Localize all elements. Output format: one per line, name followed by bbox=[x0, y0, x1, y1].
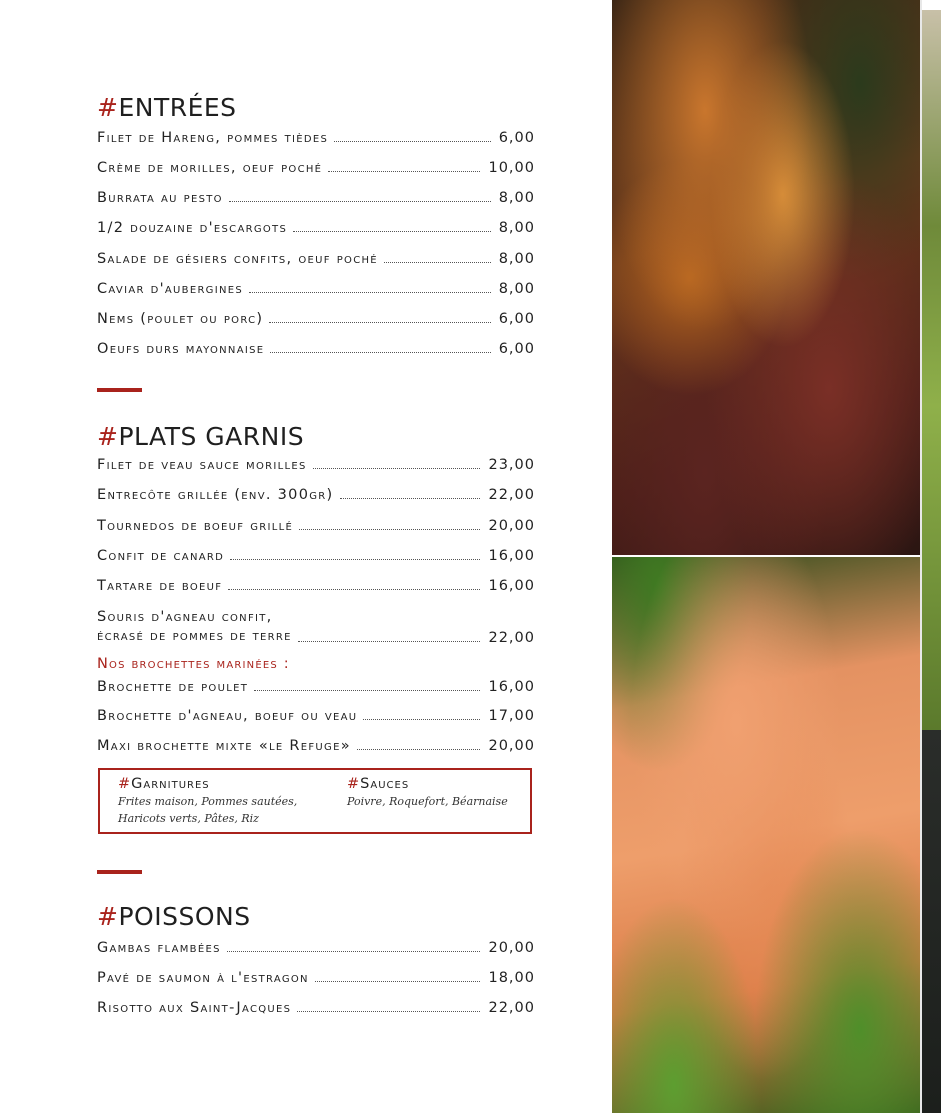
item-price: 23,00 bbox=[488, 457, 535, 473]
menu-item bbox=[97, 190, 535, 206]
dot-leader bbox=[315, 980, 481, 982]
dot-leader bbox=[249, 291, 491, 293]
item-name: Brochette de poulet bbox=[97, 679, 249, 695]
item-price: 8,00 bbox=[498, 190, 535, 206]
menu-item bbox=[97, 220, 535, 236]
hash-mark: # bbox=[97, 902, 119, 931]
menu-item bbox=[97, 487, 535, 503]
dot-leader bbox=[299, 528, 480, 530]
item-name: Nems (poulet ou porc) bbox=[97, 311, 264, 327]
menu-item bbox=[97, 311, 535, 327]
item-price: 17,00 bbox=[488, 708, 535, 724]
garnitures-line1: Frites maison, Pommes sautées, bbox=[118, 795, 298, 808]
garnitures-title-text: Garnitures bbox=[131, 776, 210, 792]
menu-item bbox=[97, 251, 535, 267]
item-price: 22,00 bbox=[488, 1000, 535, 1016]
menu-item bbox=[97, 970, 535, 986]
item-name: Confit de canard bbox=[97, 548, 225, 564]
item-name: Salade de gésiers confits, oeuf poché bbox=[97, 251, 378, 267]
menu-item bbox=[97, 130, 535, 146]
menu-item bbox=[97, 518, 535, 534]
menu-item bbox=[97, 738, 535, 754]
item-price: 22,00 bbox=[488, 630, 535, 646]
item-price: 20,00 bbox=[488, 518, 535, 534]
garnitures-line2: Haricots verts, Pâtes, Riz bbox=[118, 812, 259, 825]
item-name-line2: écrasé de pommes de terre bbox=[97, 628, 292, 644]
item-price: 20,00 bbox=[488, 738, 535, 754]
hash-mark: # bbox=[97, 93, 119, 122]
section-divider bbox=[97, 388, 142, 392]
item-name-line1: Souris d'agneau confit, bbox=[97, 609, 273, 625]
side-photo-top bbox=[922, 10, 941, 730]
section-title-text: PLATS GARNIS bbox=[118, 422, 305, 451]
sauces-column bbox=[347, 776, 508, 810]
item-name: Gambas flambées bbox=[97, 940, 221, 956]
steak-fries-photo bbox=[612, 0, 922, 555]
menu-item bbox=[97, 281, 535, 297]
dot-leader bbox=[340, 497, 481, 499]
section-title-plats bbox=[97, 422, 304, 451]
item-name: Caviar d'aubergines bbox=[97, 281, 244, 297]
item-price: 8,00 bbox=[498, 281, 535, 297]
dot-leader bbox=[229, 200, 491, 202]
item-name: Maxi brochette mixte «le Refuge» bbox=[97, 738, 351, 754]
menu-item bbox=[97, 457, 535, 473]
section-title-text: POISSONS bbox=[118, 902, 251, 931]
menu-item bbox=[97, 940, 535, 956]
item-name: 1/2 douzaine d'escargots bbox=[97, 220, 288, 236]
section-title-text: ENTRÉES bbox=[118, 93, 237, 122]
item-name: Pavé de saumon à l'estragon bbox=[97, 970, 309, 986]
menu-item bbox=[97, 341, 535, 357]
item-price: 16,00 bbox=[488, 578, 535, 594]
hash-mark: # bbox=[347, 776, 361, 792]
sauces-title bbox=[347, 776, 508, 792]
item-price: 18,00 bbox=[488, 970, 535, 986]
item-price: 16,00 bbox=[488, 679, 535, 695]
dot-leader bbox=[334, 140, 491, 142]
item-price: 6,00 bbox=[498, 130, 535, 146]
dot-leader bbox=[269, 321, 490, 323]
sauces-title-text: Sauces bbox=[360, 776, 410, 792]
dot-leader bbox=[384, 261, 491, 263]
item-name: Oeufs durs mayonnaise bbox=[97, 341, 265, 357]
salmon-broccoli-photo bbox=[612, 557, 922, 1113]
item-name: Crème de morilles, oeuf poché bbox=[97, 160, 323, 176]
item-name: Filet de Hareng, pommes tièdes bbox=[97, 130, 329, 146]
item-price: 10,00 bbox=[488, 160, 535, 176]
item-name bbox=[97, 608, 292, 646]
item-price: 6,00 bbox=[498, 341, 535, 357]
section-title-poissons bbox=[97, 902, 251, 931]
item-price: 20,00 bbox=[488, 940, 535, 956]
garnitures-title bbox=[118, 776, 297, 792]
menu-item bbox=[97, 679, 535, 695]
dot-leader bbox=[297, 1010, 480, 1012]
sauces-text: Poivre, Roquefort, Béarnaise bbox=[347, 795, 508, 808]
menu-item-souris bbox=[97, 608, 535, 646]
photo-column bbox=[612, 0, 941, 1113]
menu-item bbox=[97, 578, 535, 594]
item-price: 22,00 bbox=[488, 487, 535, 503]
item-name: Burrata au pesto bbox=[97, 190, 223, 206]
garnitures-sauces-box bbox=[98, 768, 532, 834]
item-price: 8,00 bbox=[498, 251, 535, 267]
item-name: Entrecôte grillée (env. 300gr) bbox=[97, 487, 334, 503]
menu-item bbox=[97, 708, 535, 724]
garnitures-text bbox=[118, 793, 297, 827]
menu-item bbox=[97, 160, 535, 176]
side-photo-bottom bbox=[922, 730, 941, 1113]
item-name: Filet de veau sauce morilles bbox=[97, 457, 307, 473]
item-price: 8,00 bbox=[498, 220, 535, 236]
item-name: Brochette d'agneau, boeuf ou veau bbox=[97, 708, 358, 724]
dot-leader bbox=[363, 718, 480, 720]
item-name: Tartare de boeuf bbox=[97, 578, 223, 594]
dot-leader bbox=[328, 170, 480, 172]
dot-leader bbox=[313, 467, 481, 469]
item-price: 16,00 bbox=[488, 548, 535, 564]
dot-leader bbox=[230, 558, 480, 560]
section-title-entrees bbox=[97, 93, 237, 122]
section-divider bbox=[97, 870, 142, 874]
dot-leader bbox=[227, 950, 481, 952]
dot-leader bbox=[254, 689, 480, 691]
dot-leader bbox=[298, 640, 481, 642]
item-name: Tournedos de boeuf grillé bbox=[97, 518, 294, 534]
hash-mark: # bbox=[118, 776, 132, 792]
hash-mark: # bbox=[97, 422, 119, 451]
menu-item bbox=[97, 1000, 535, 1016]
brochettes-heading: Nos brochettes marinées : bbox=[97, 656, 290, 672]
dot-leader bbox=[357, 748, 481, 750]
dot-leader bbox=[228, 588, 480, 590]
menu-item bbox=[97, 548, 535, 564]
dot-leader bbox=[270, 351, 490, 353]
item-price: 6,00 bbox=[498, 311, 535, 327]
dot-leader bbox=[293, 230, 491, 232]
item-name: Risotto aux Saint-Jacques bbox=[97, 1000, 292, 1016]
garnitures-column bbox=[118, 776, 297, 827]
